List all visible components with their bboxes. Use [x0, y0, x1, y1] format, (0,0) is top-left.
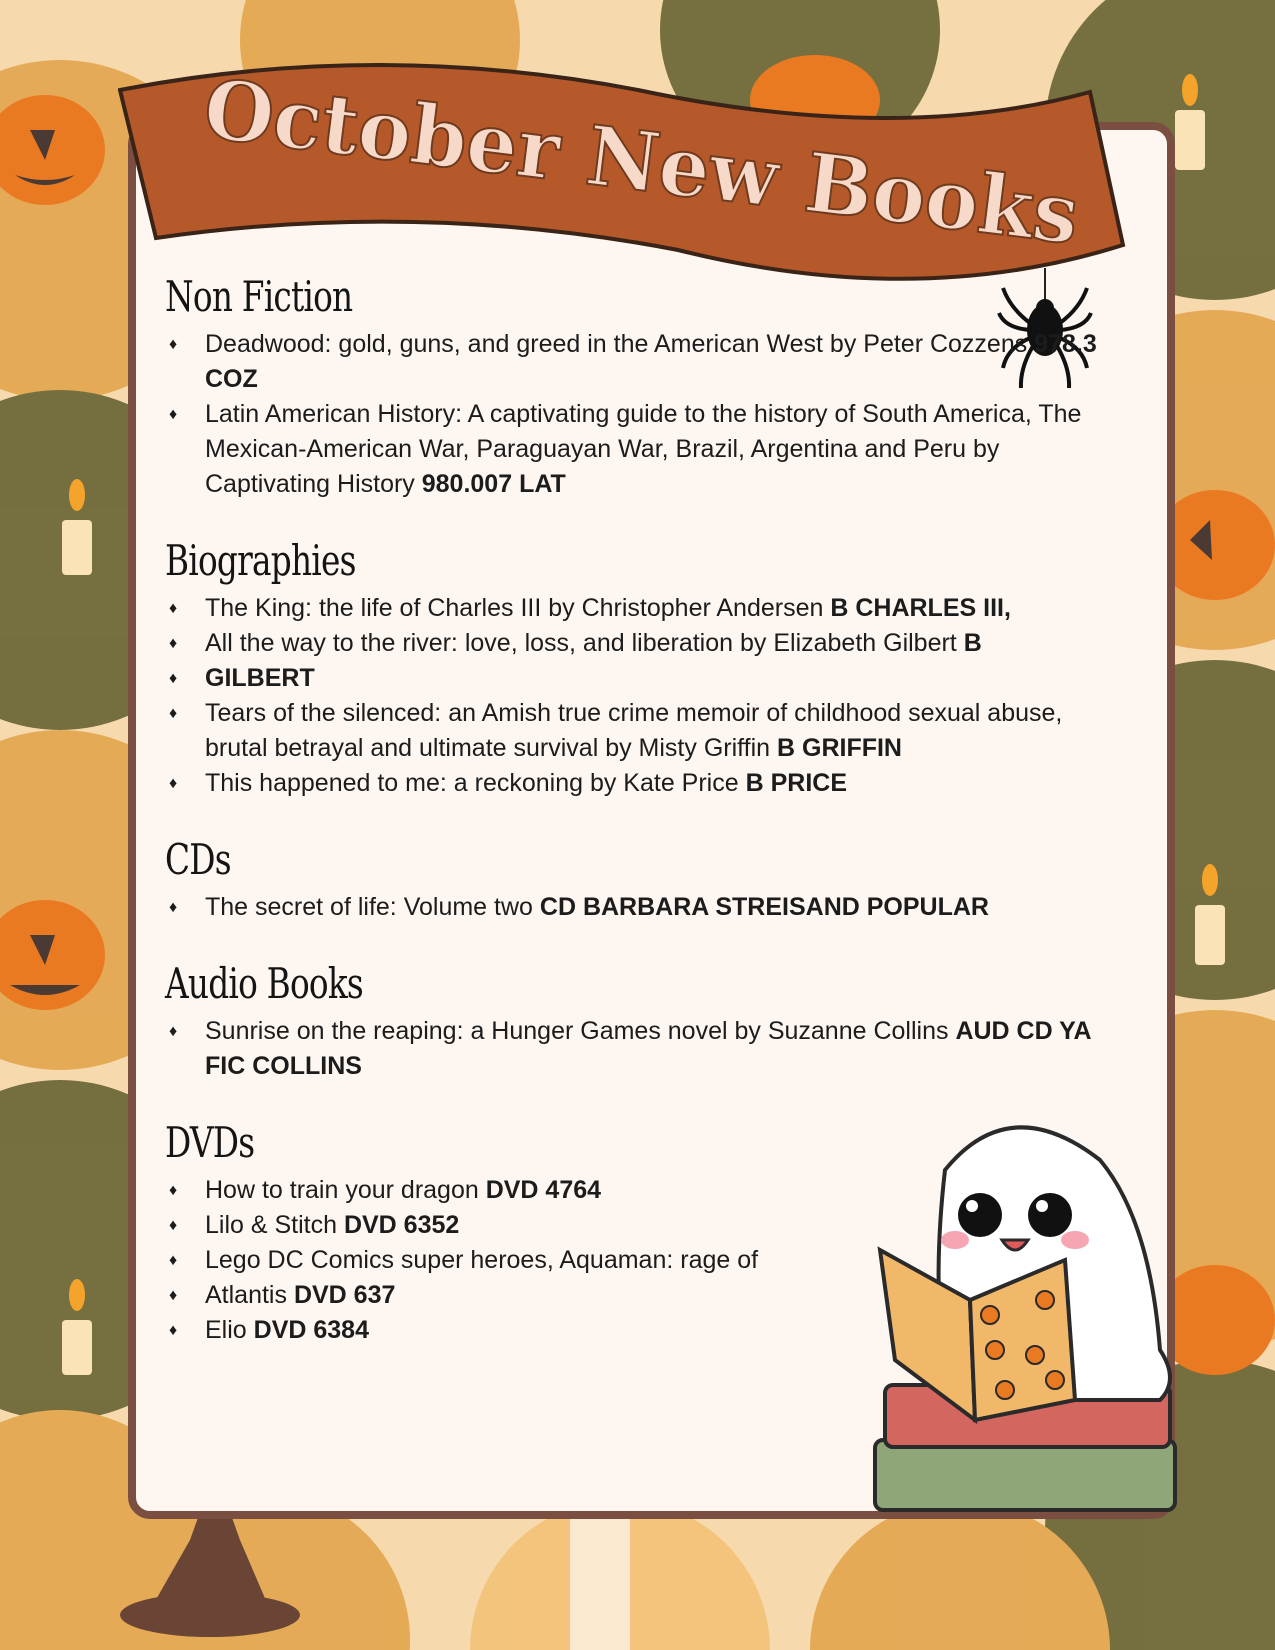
list-item	[165, 327, 1115, 397]
diamond-bullet-icon: ♦	[169, 406, 178, 423]
item-title: The King: the life of Charles III by Christopher Andersen	[205, 594, 831, 622]
diamond-bullet-icon: ♦	[169, 899, 178, 916]
item-title: Latin American History: A captivating guide to the history of South America, The Mexican-American War, Paraguayan War, Brazil, Argentina and Peru by Captivating History	[205, 400, 1082, 498]
section-heading: CDs	[165, 835, 231, 884]
diamond-bullet-icon: ♦	[169, 336, 178, 353]
call-number: GILBERT	[205, 664, 315, 692]
diamond-bullet-icon: ♦	[169, 1287, 178, 1304]
diamond-bullet-icon: ♦	[169, 1322, 178, 1339]
section-biographies	[165, 536, 1115, 801]
call-number: B PRICE	[745, 769, 847, 797]
call-number: 980.007 LAT	[421, 470, 566, 498]
diamond-bullet-icon: ♦	[169, 635, 178, 652]
list-item	[165, 890, 1115, 925]
call-number: B	[963, 629, 982, 657]
item-list	[165, 327, 1115, 502]
list-item	[165, 626, 1115, 661]
call-number: DVD 637	[293, 1281, 396, 1309]
item-list	[165, 591, 1115, 801]
diamond-bullet-icon: ♦	[169, 1252, 178, 1269]
call-number: DVD 4764	[485, 1176, 602, 1204]
item-list	[165, 890, 1115, 925]
list-item	[165, 1014, 1115, 1084]
section-audio-books	[165, 959, 1115, 1084]
list-item	[165, 1278, 1115, 1313]
item-title: Lego DC Comics super heroes, Aquaman: rage of	[205, 1246, 759, 1274]
item-title: Atlantis	[205, 1281, 294, 1309]
call-number: 978.3 COZ	[205, 330, 1097, 393]
item-title: How to train your dragon	[205, 1176, 486, 1204]
item-list	[165, 1014, 1115, 1084]
call-number: B GRIFFIN	[777, 734, 902, 762]
diamond-bullet-icon: ♦	[169, 705, 178, 722]
diamond-bullet-icon: ♦	[169, 1182, 178, 1199]
section-cds	[165, 835, 1115, 925]
list-item	[165, 1208, 1115, 1243]
list-item	[165, 1313, 1115, 1348]
list-item	[165, 1173, 1115, 1208]
call-number: CD BARBARA STREISAND POPULAR	[539, 893, 989, 921]
diamond-bullet-icon: ♦	[169, 1217, 178, 1234]
section-dvds	[165, 1118, 1115, 1348]
section-heading: DVDs	[165, 1118, 255, 1167]
banner-title: October New Books	[198, 60, 1107, 267]
section-non-fiction	[165, 272, 1115, 502]
list-item	[165, 766, 1115, 801]
item-list	[165, 1173, 1115, 1348]
item-title: All the way to the river: love, loss, and liberation by Elizabeth Gilbert	[205, 629, 964, 657]
item-title: This happened to me: a reckoning by Kate Price	[205, 769, 746, 797]
item-title: Sunrise on the reaping: a Hunger Games novel by Suzanne Collins	[205, 1017, 956, 1045]
diamond-bullet-icon: ♦	[169, 670, 178, 687]
list-item	[165, 591, 1115, 626]
call-number: DVD 6352	[343, 1211, 460, 1239]
list-item	[165, 1243, 1115, 1278]
call-number: AUD CD YA FIC COLLINS	[205, 1017, 1091, 1080]
call-number: B CHARLES III,	[830, 594, 1011, 622]
list-item	[165, 696, 1115, 766]
call-number: DVD 6384	[253, 1316, 369, 1344]
item-title: Lilo & Stitch	[205, 1211, 344, 1239]
book-list	[165, 272, 1115, 1382]
diamond-bullet-icon: ♦	[169, 600, 178, 617]
list-item	[165, 397, 1115, 502]
item-title: Deadwood: gold, guns, and greed in the American West by Peter Cozzens	[205, 330, 1035, 358]
item-title: Elio	[205, 1316, 254, 1344]
diamond-bullet-icon: ♦	[169, 775, 178, 792]
diamond-bullet-icon: ♦	[169, 1023, 178, 1040]
section-heading: Audio Books	[165, 959, 363, 1008]
section-heading: Non Fiction	[165, 272, 353, 321]
section-heading: Biographies	[165, 536, 356, 585]
item-title: The secret of life: Volume two	[205, 893, 540, 921]
item-title: Tears of the silenced: an Amish true crime memoir of childhood sexual abuse, brutal betrayal and ultimate survival by Misty Griffin	[205, 699, 1063, 762]
list-item	[165, 661, 1115, 696]
